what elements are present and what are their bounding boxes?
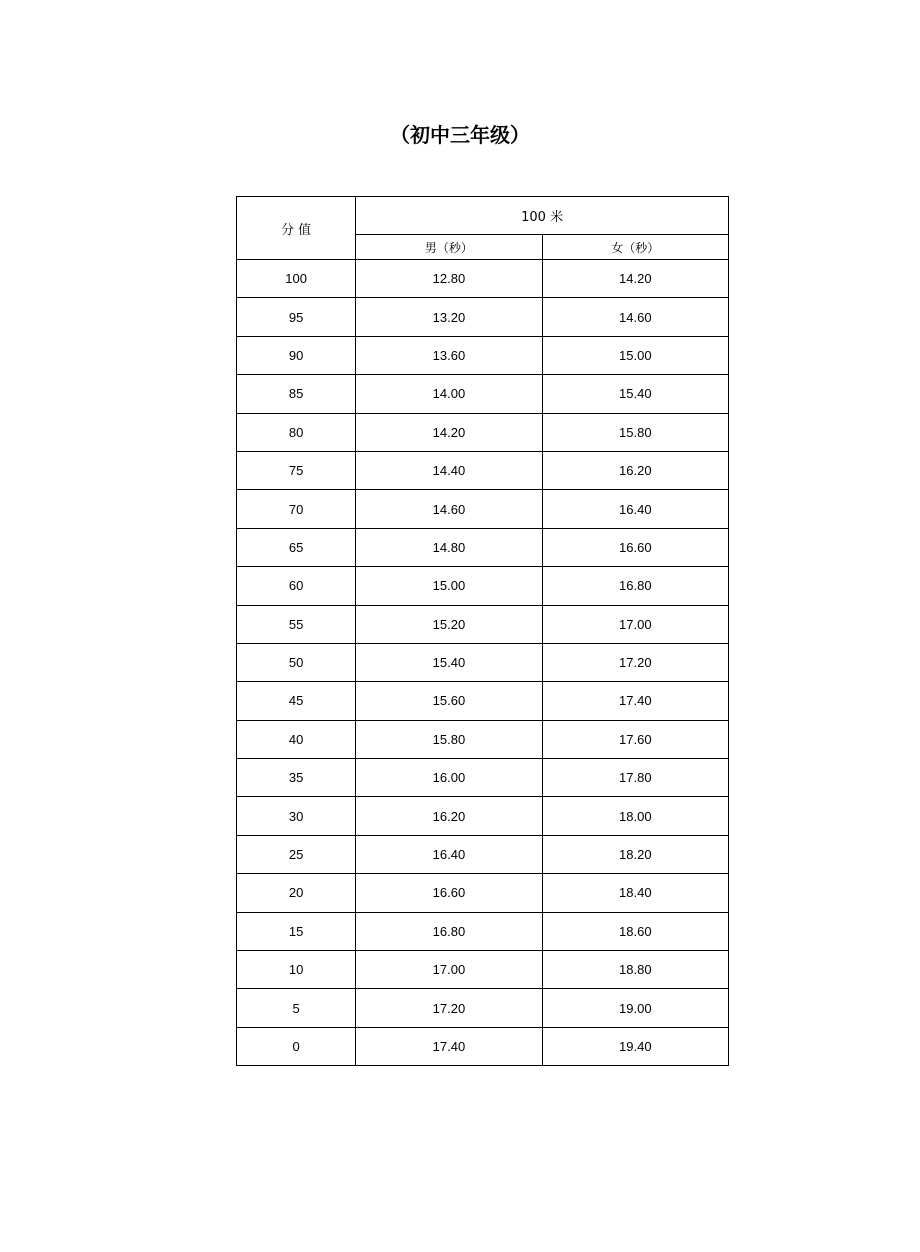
male-time-cell: 14.40 [356,451,542,489]
female-time-cell: 16.20 [542,451,728,489]
score-cell: 70 [237,490,356,528]
female-column-header: 女（秒） [542,235,728,260]
score-cell: 65 [237,528,356,566]
score-cell: 60 [237,567,356,605]
male-time-cell: 16.80 [356,912,542,950]
score-cell: 80 [237,413,356,451]
male-time-cell: 14.20 [356,413,542,451]
table-row [237,797,729,835]
score-cell: 90 [237,336,356,374]
female-time-cell: 15.80 [542,413,728,451]
score-cell: 5 [237,989,356,1027]
female-time-cell: 17.60 [542,720,728,758]
male-time-cell: 17.40 [356,1027,542,1065]
male-time-cell: 16.60 [356,874,542,912]
female-time-cell: 17.80 [542,759,728,797]
male-time-cell: 13.60 [356,336,542,374]
female-time-cell: 14.20 [542,260,728,298]
table-row [237,375,729,413]
score-cell: 75 [237,451,356,489]
table-row [237,682,729,720]
table-row [237,451,729,489]
female-time-cell: 15.00 [542,336,728,374]
score-cell: 15 [237,912,356,950]
score-cell: 40 [237,720,356,758]
table-row [237,835,729,873]
male-time-cell: 15.00 [356,567,542,605]
table-row [237,413,729,451]
female-time-cell: 16.60 [542,528,728,566]
table-row [237,260,729,298]
male-time-cell: 14.00 [356,375,542,413]
score-cell: 0 [237,1027,356,1065]
male-time-cell: 16.40 [356,835,542,873]
female-time-cell: 18.20 [542,835,728,873]
score-cell: 10 [237,951,356,989]
score-cell: 25 [237,835,356,873]
table-row [237,989,729,1027]
score-cell: 55 [237,605,356,643]
table-row [237,643,729,681]
female-time-cell: 16.80 [542,567,728,605]
page-title: （初中三年级） [390,123,530,147]
table-row [237,1027,729,1065]
female-time-cell: 15.40 [542,375,728,413]
male-time-cell: 15.60 [356,682,542,720]
score-cell: 100 [237,260,356,298]
table-row [237,528,729,566]
male-time-cell: 17.20 [356,989,542,1027]
table-row [237,567,729,605]
table-row [237,298,729,336]
female-time-cell: 17.40 [542,682,728,720]
female-time-cell: 14.60 [542,298,728,336]
event-column-header: 100 米 [356,197,729,235]
table-row [237,874,729,912]
table-row [237,951,729,989]
score-cell: 30 [237,797,356,835]
female-time-cell: 16.40 [542,490,728,528]
table-row [237,336,729,374]
table-row [237,912,729,950]
score-cell: 85 [237,375,356,413]
male-time-cell: 16.00 [356,759,542,797]
score-cell: 20 [237,874,356,912]
table-row [237,759,729,797]
male-time-cell: 13.20 [356,298,542,336]
male-time-cell: 15.40 [356,643,542,681]
female-time-cell: 18.40 [542,874,728,912]
female-time-cell: 18.60 [542,912,728,950]
male-time-cell: 12.80 [356,260,542,298]
score-cell: 50 [237,643,356,681]
female-time-cell: 18.00 [542,797,728,835]
table-header-row [237,197,729,235]
male-time-cell: 15.20 [356,605,542,643]
male-time-cell: 15.80 [356,720,542,758]
female-time-cell: 17.00 [542,605,728,643]
score-column-header: 分 值 [237,197,356,260]
female-time-cell: 17.20 [542,643,728,681]
score-cell: 95 [237,298,356,336]
table-row [237,490,729,528]
female-time-cell: 18.80 [542,951,728,989]
male-time-cell: 14.80 [356,528,542,566]
score-table [236,196,729,1066]
table-body [237,260,729,1066]
male-time-cell: 16.20 [356,797,542,835]
male-column-header: 男（秒） [356,235,542,260]
table-row [237,605,729,643]
female-time-cell: 19.00 [542,989,728,1027]
table-row [237,720,729,758]
male-time-cell: 14.60 [356,490,542,528]
female-time-cell: 19.40 [542,1027,728,1065]
score-cell: 45 [237,682,356,720]
male-time-cell: 17.00 [356,951,542,989]
score-cell: 35 [237,759,356,797]
